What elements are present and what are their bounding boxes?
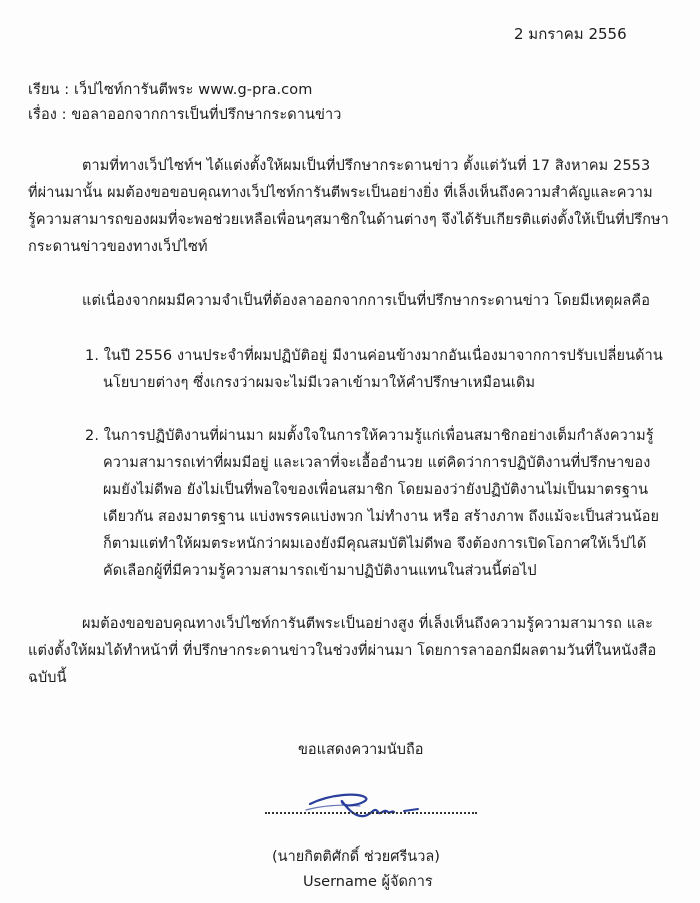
item1-line1: 1. ในปี 2556 งานประจำที่ผมปฏิบัติอยู่ มีงานค่อนข้างมากอันเนื่องมาจากการปรับเปลี่ยนด้าน (85, 348, 663, 364)
handwritten-signature (300, 788, 430, 828)
letter-date: 2 มกราคม 2556 (514, 25, 627, 43)
item2-line4: เดียวกัน สองมาตรฐาน แบ่งพรรคแบ่งพวก ไม่ทำงาน หรือ สร้างภาพ ถึงแม้จะเป็นส่วนน้อย (103, 509, 660, 525)
signature-dotted-line (265, 812, 477, 814)
item2-line1: 2. ในการปฏิบัติงานที่ผ่านมา ผมตั้งใจในการให้ความรู้แก่เพื่อนสมาชิกอย่างเต็มกำลังความรู้ (85, 428, 654, 444)
paragraph1-line2: ที่ผ่านมานั้น ผมต้องขอขอบคุณทางเว็ปไซท์การันตีพระเป็นอย่างยิ่ง ที่เล็งเห็นถึงความสำคัญและความ (28, 185, 653, 201)
paragraph2: แต่เนื่องจากผมมีความจำเป็นที่ต้องลาออกจากการเป็นที่ปรึกษากระดานข่าว โดยมีเหตุผลคือ (82, 293, 651, 309)
item2-line6: คัดเลือกผู้ที่มีความรู้ความสามารถเข้ามาปฏิบัติงานแทนในส่วนนี้ต่อไป (103, 563, 537, 579)
item2-line3: ผมยังไม่ดีพอ ยังไม่เป็นที่พอใจของเพื่อนสมาชิก โดยมองว่ายังปฏิบัติงานไม่เป็นมาตรฐาน (103, 482, 649, 498)
closing-salutation: ขอแสดงความนับถือ (298, 742, 424, 758)
paragraph1-line4: กระดานข่าวของทางเว็ปไซท์ (28, 239, 208, 255)
recipient-line: เรียน : เว็ปไซท์การันตีพระ www.g-pra.com (28, 82, 313, 98)
paragraph1-line3: รู้ความสามารถของผมที่จะพอช่วยเหลือเพื่อนๆสมาชิกในด้านต่างๆ จึงได้รับเกียรติแต่งตั้งให้เป็นที่ปรึกษา (28, 212, 669, 228)
item2-line2: ความสามารถเท่าที่ผมมีอยู่ และเวลาที่จะเอื้ออำนวย แต่คิดว่าการปฏิบัติงานที่ปรึกษาของ (103, 455, 651, 471)
paragraph3-line3: ฉบับนี้ (28, 670, 67, 686)
paragraph3-line1: ผมต้องขอขอบคุณทางเว็ปไซท์การันตีพระเป็นอย่างสูง ที่เล็งเห็นถึงความรู้ความสามารถ และ (82, 616, 654, 632)
paragraph1-line1: ตามที่ทางเว็ปไซท์ฯ ได้แต่งตั้งให้ผมเป็นที่ปรึกษากระดานข่าว ตั้งแต่วันที่ 17 สิงหาคม 2553 (82, 158, 651, 174)
subject-line: เรื่อง : ขอลาออกจากการเป็นที่ปรึกษากระดานข่าว (28, 107, 342, 123)
paragraph3-line2: แต่งตั้งให้ผมได้ทำหน้าที่ ที่ปรึกษากระดานข่าวในช่วงที่ผ่านมา โดยการลาออกมีผลตามวันที่ในหนังสือ (28, 643, 657, 659)
signer-name: (นายกิตติศักดิ์ ช่วยศรีนวล) (272, 849, 440, 865)
signer-title: Username ผู้จัดการ (303, 874, 433, 890)
item2-line5: ก็ตามแต่ทำให้ผมตระหนักว่าผมเองยังมีคุณสมบัติไม่ดีพอ จึงต้องการเปิดโอกาศให้เว็ปได้ (103, 536, 647, 552)
item1-line2: นโยบายต่างๆ ซึ่งเกรงว่าผมจะไม่มีเวลาเข้ามาให้คำปรึกษาเหมือนเดิม (103, 375, 536, 391)
